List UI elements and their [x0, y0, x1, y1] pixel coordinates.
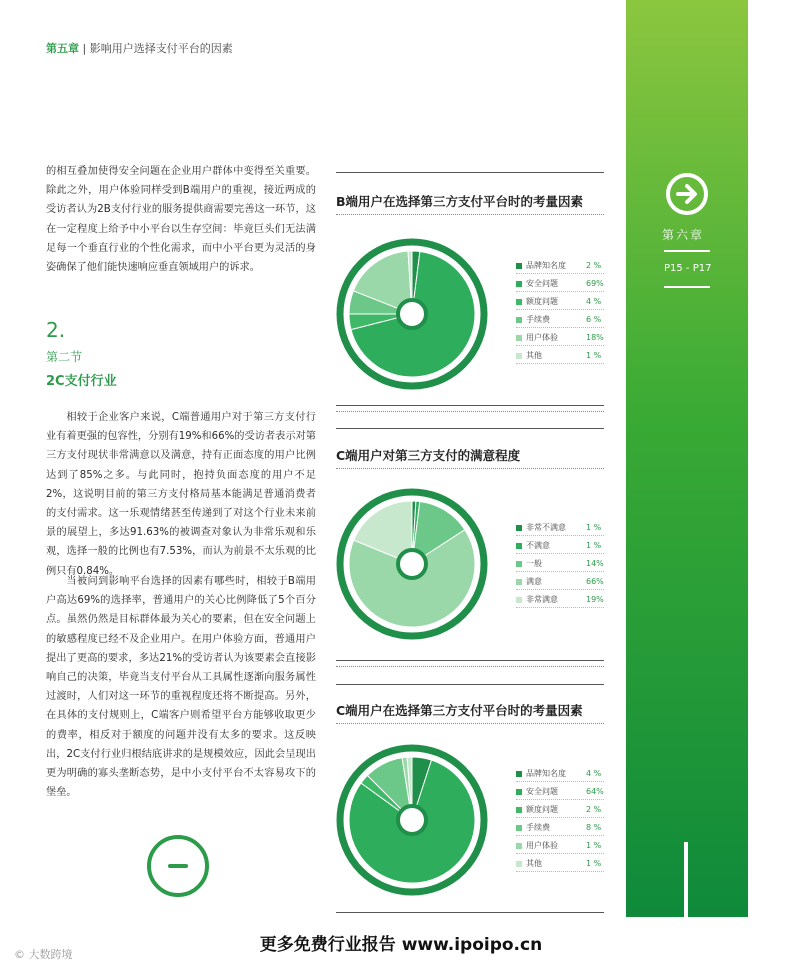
- legend-separator: [516, 835, 604, 836]
- legend-value: 18%: [586, 333, 604, 342]
- chart-1-title: B端用户在选择第三方支付平台时的考量因素: [336, 194, 584, 209]
- legend-item: [516, 330, 604, 346]
- legend-value: 1 %: [586, 859, 602, 868]
- legend-label: 品牌知名度: [526, 769, 566, 778]
- legend-swatch: [516, 825, 522, 831]
- legend-item: [516, 592, 604, 608]
- legend-separator: [516, 871, 604, 872]
- side-page-range: P15 - P17: [664, 263, 712, 274]
- legend-separator: [516, 327, 604, 328]
- legend-swatch: [516, 789, 522, 795]
- legend-label: 非常满意: [526, 595, 558, 604]
- legend-value: 14%: [586, 559, 604, 568]
- legend-label: 手续费: [526, 823, 550, 832]
- legend-item: [516, 312, 604, 328]
- legend-swatch: [516, 263, 522, 269]
- chart-3-bottom-rule: [336, 912, 604, 913]
- legend-swatch: [516, 353, 522, 359]
- pie-center-hole: [398, 550, 426, 578]
- legend-separator: [516, 799, 604, 800]
- section-subtitle: 第二节: [46, 350, 83, 364]
- legend-item: [516, 574, 604, 590]
- legend-swatch: [516, 317, 522, 323]
- legend-swatch: [516, 543, 522, 549]
- legend-swatch: [516, 579, 522, 585]
- legend-swatch: [516, 597, 522, 603]
- minus-circle-icon: [145, 833, 211, 899]
- legend-swatch: [516, 525, 522, 531]
- chart-1-title-rule: [336, 214, 604, 215]
- legend-separator: [516, 781, 604, 782]
- legend-value: 8 %: [586, 823, 602, 832]
- legend-label: 用户体验: [526, 333, 558, 342]
- chart-2-legend: [516, 520, 604, 612]
- side-vertical-bar: [684, 842, 688, 917]
- legend-separator: [516, 273, 604, 274]
- side-chapter-label: 第六章: [662, 228, 705, 242]
- legend-value: 69%: [586, 279, 604, 288]
- side-rule-bottom: [664, 286, 710, 288]
- legend-separator: [516, 535, 604, 536]
- paragraph-2: 当被问到影响平台选择的因素有哪些时，相较于B端用户高达69%的选择率，普通用户的关心比例降低了5个百分点。虽然仍然是目标群体最为关心的要素，但在安全问题上的敏感程度已经不及企业用户。在用户体验方面，普通用户提出了更高的要求，多达21%的受访者认为该要素会直接影响自己的决策，毕竟当支付平台从工具属性逐渐向服务属性过渡时，人们对这一环节的重视程度还将不断提高。另外，在具体的支付规则上，C端客户则希望平台方能够收取更少的费率，相反对于额度的问题并没有太多的要求。这反映出，2C支付行业归根结底讲求的是规模效应，因此会呈现出更为明确的寡头垄断态势，是中小支付平台不太容易攻下的堡垒。: [46, 576, 316, 799]
- chart-1-bottom-rule: [336, 405, 604, 406]
- legend-item: [516, 820, 604, 836]
- legend-value: 4 %: [586, 769, 602, 778]
- legend-label: 安全问题: [526, 787, 558, 796]
- legend-swatch: [516, 299, 522, 305]
- legend-item: [516, 766, 604, 782]
- legend-label: 用户体验: [526, 841, 558, 850]
- chart-3-top-rule: [336, 684, 604, 685]
- legend-label: 额度问题: [526, 297, 558, 306]
- chart-2-bottom-rule-2: [336, 666, 604, 667]
- chapter-side-panel: [626, 0, 748, 917]
- legend-label: 一般: [526, 559, 542, 568]
- footer-banner: 更多免费行业报告 www.ipoipo.cn: [259, 935, 543, 955]
- legend-label: 品牌知名度: [526, 261, 566, 270]
- chart-3-title: C端用户在选择第三方支付平台时的考量因素: [336, 703, 583, 718]
- intro-paragraph: 的相互叠加使得安全问题在企业用户群体中变得至关重要。除此之外，用户体验同样受到B端用户的重视，接近两成的受访者认为2B支付行业的服务提供商需要完善这一环节，这在一定程度上给予中小平台以生存空间：毕竟巨头们无法满足每一个垂直行业的个性化需求，而中小平台更为灵活的身姿确保了他们能快速响应垂直领域用户的诉求。: [46, 166, 316, 274]
- chart-3-title-rule: [336, 723, 604, 724]
- legend-label: 其他: [526, 859, 542, 868]
- legend-item: [516, 838, 604, 854]
- chart-2-title: C端用户对第三方支付的满意程度: [336, 448, 521, 463]
- legend-value: 1 %: [586, 841, 602, 850]
- legend-swatch: [516, 281, 522, 287]
- legend-item: [516, 784, 604, 800]
- legend-swatch: [516, 807, 522, 813]
- chart-3-pie: [334, 742, 490, 898]
- legend-label: 其他: [526, 351, 542, 360]
- legend-item: [516, 276, 604, 292]
- chart-1-pie: [334, 236, 490, 392]
- legend-item: [516, 258, 604, 274]
- legend-label: 额度问题: [526, 805, 558, 814]
- chart-2-top-rule: [336, 428, 604, 429]
- legend-separator: [516, 309, 604, 310]
- chapter-label: 第五章: [46, 42, 79, 55]
- legend-item: [516, 556, 604, 572]
- legend-value: 6 %: [586, 315, 602, 324]
- legend-item: [516, 802, 604, 818]
- legend-item: [516, 856, 604, 872]
- legend-value: 1 %: [586, 351, 602, 360]
- legend-item: [516, 538, 604, 554]
- legend-value: 64%: [586, 787, 604, 796]
- legend-swatch: [516, 843, 522, 849]
- chart-top-rule: [336, 172, 604, 173]
- legend-separator: [516, 553, 604, 554]
- legend-separator: [516, 571, 604, 572]
- paragraph-1: 相较于企业客户来说，C端普通用户对于第三方支付行业有着更强的包容性，分别有19%和66%的受访者表示对第三方支付现状非常满意以及满意，持有正面态度的用户比例达到了85%之多。与此同时，抱持负面态度的用户不足2%，这说明目前的第三方支付格局基本能满足普通消费者的支付需求。这一乐观情绪甚至传递到了对这个行业未来前景的展望上，多达91.63%的被调查对象认为非常乐观和乐观，选择一般的比例也有7.53%，而认为前景不太乐观的比例只有0.84%。: [46, 412, 316, 577]
- legend-value: 2 %: [586, 261, 602, 270]
- pie-center-hole: [398, 300, 426, 328]
- legend-item: [516, 348, 604, 364]
- chart-3-legend: [516, 766, 604, 876]
- legend-swatch: [516, 561, 522, 567]
- side-rule-top: [664, 250, 710, 252]
- legend-separator: [516, 363, 604, 364]
- legend-value: 66%: [586, 577, 604, 586]
- legend-label: 满意: [526, 577, 542, 586]
- chart-1-bottom-rule-2: [336, 411, 604, 412]
- legend-separator: [516, 291, 604, 292]
- section-title: 2C支付行业: [46, 374, 117, 389]
- legend-swatch: [516, 771, 522, 777]
- chapter-title: 影响用户选择支付平台的因素: [89, 42, 233, 55]
- legend-separator: [516, 607, 604, 608]
- legend-value: 1 %: [586, 541, 602, 550]
- legend-item: [516, 520, 604, 536]
- chart-2-bottom-rule: [336, 660, 604, 661]
- legend-item: [516, 294, 604, 310]
- legend-label: 不满意: [526, 541, 550, 550]
- legend-value: 19%: [586, 595, 604, 604]
- legend-value: 2 %: [586, 805, 602, 814]
- legend-separator: [516, 817, 604, 818]
- page-header: [46, 40, 233, 56]
- legend-swatch: [516, 335, 522, 341]
- header-divider: |: [82, 42, 87, 55]
- pie-center-hole: [398, 806, 426, 834]
- legend-separator: [516, 853, 604, 854]
- chart-2-title-rule: [336, 468, 604, 469]
- legend-value: 4 %: [586, 297, 602, 306]
- section-number: 2.: [46, 318, 66, 342]
- legend-label: 安全问题: [526, 279, 558, 288]
- chart-2-pie: [334, 486, 490, 642]
- legend-separator: [516, 345, 604, 346]
- legend-value: 1 %: [586, 523, 602, 532]
- legend-label: 非常不满意: [526, 523, 566, 532]
- chart-1-legend: [516, 258, 604, 368]
- legend-separator: [516, 589, 604, 590]
- watermark: © 大数跨境: [14, 948, 73, 961]
- legend-label: 手续费: [526, 315, 550, 324]
- legend-swatch: [516, 861, 522, 867]
- next-arrow-icon[interactable]: [665, 172, 709, 216]
